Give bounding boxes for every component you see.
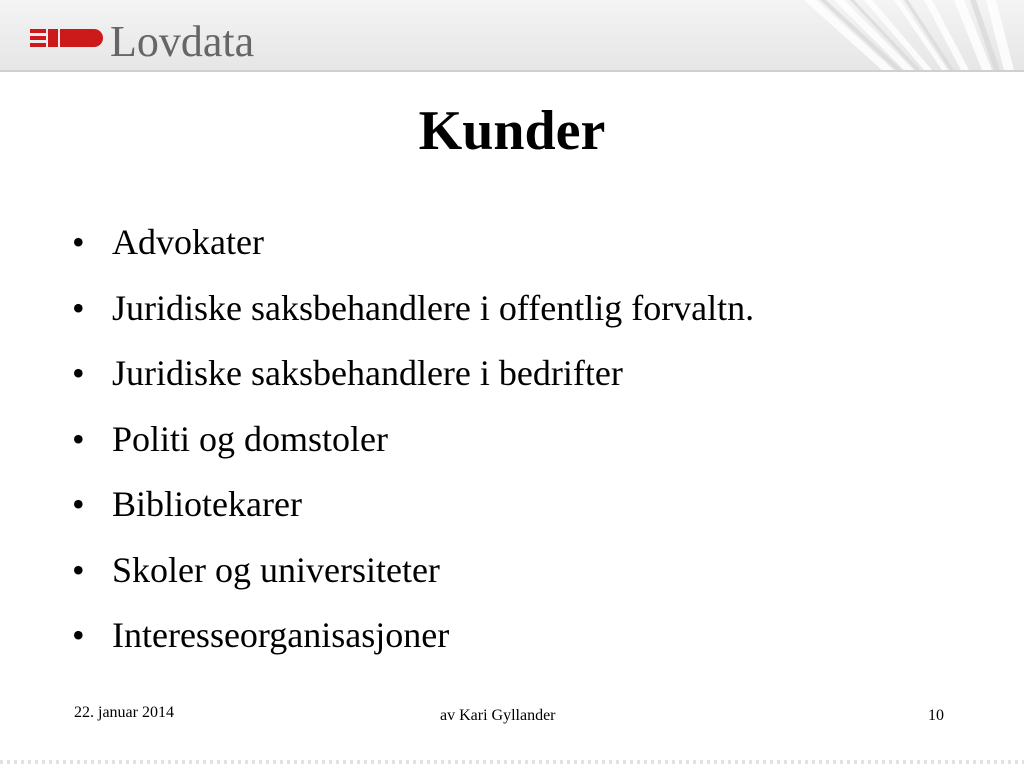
bullet-icon: •: [72, 484, 85, 524]
bullet-text: Juridiske saksbehandlere i offentlig forvaltn.: [112, 287, 755, 328]
header-band: [0, 0, 1024, 70]
page-number: 10: [928, 707, 944, 724]
bullet-item: [70, 476, 754, 542]
bullet-item: [70, 345, 754, 411]
lovdata-logo: [28, 16, 293, 62]
bullet-text: Bibliotekarer: [112, 484, 302, 524]
bullet-item: [70, 280, 754, 346]
footer-date: 22. januar 2014: [74, 704, 174, 721]
bottom-dotted-rule: [0, 760, 1024, 764]
svg-text:Lovdata: Lovdata: [110, 17, 255, 62]
bullet-text: Skoler og universiteter: [112, 549, 440, 590]
header-decoration: [764, 0, 1024, 70]
bullet-icon: •: [72, 353, 85, 393]
footer-author: av Kari Gyllander: [440, 707, 556, 724]
bullet-item: [70, 542, 754, 608]
bullet-item: [70, 411, 754, 477]
bullet-text: Juridiske saksbehandlere i bedrifter: [112, 353, 623, 393]
bullet-item: [70, 607, 754, 673]
slide-title: Kunder: [418, 100, 606, 162]
bullet-icon: •: [72, 418, 85, 459]
ld-mark-icon: [30, 29, 103, 47]
header-divider: [0, 70, 1024, 72]
bullet-icon: •: [72, 222, 85, 262]
bullet-icon: •: [72, 287, 85, 328]
bullet-text: Politi og domstoler: [112, 418, 389, 459]
bullet-text: Interesseorganisasjoner: [112, 615, 450, 655]
bullet-text: Advokater: [112, 222, 264, 262]
bullet-item: [70, 214, 754, 280]
bullet-icon: •: [72, 549, 85, 590]
bullet-icon: •: [72, 615, 85, 655]
bullet-list: [70, 214, 754, 673]
